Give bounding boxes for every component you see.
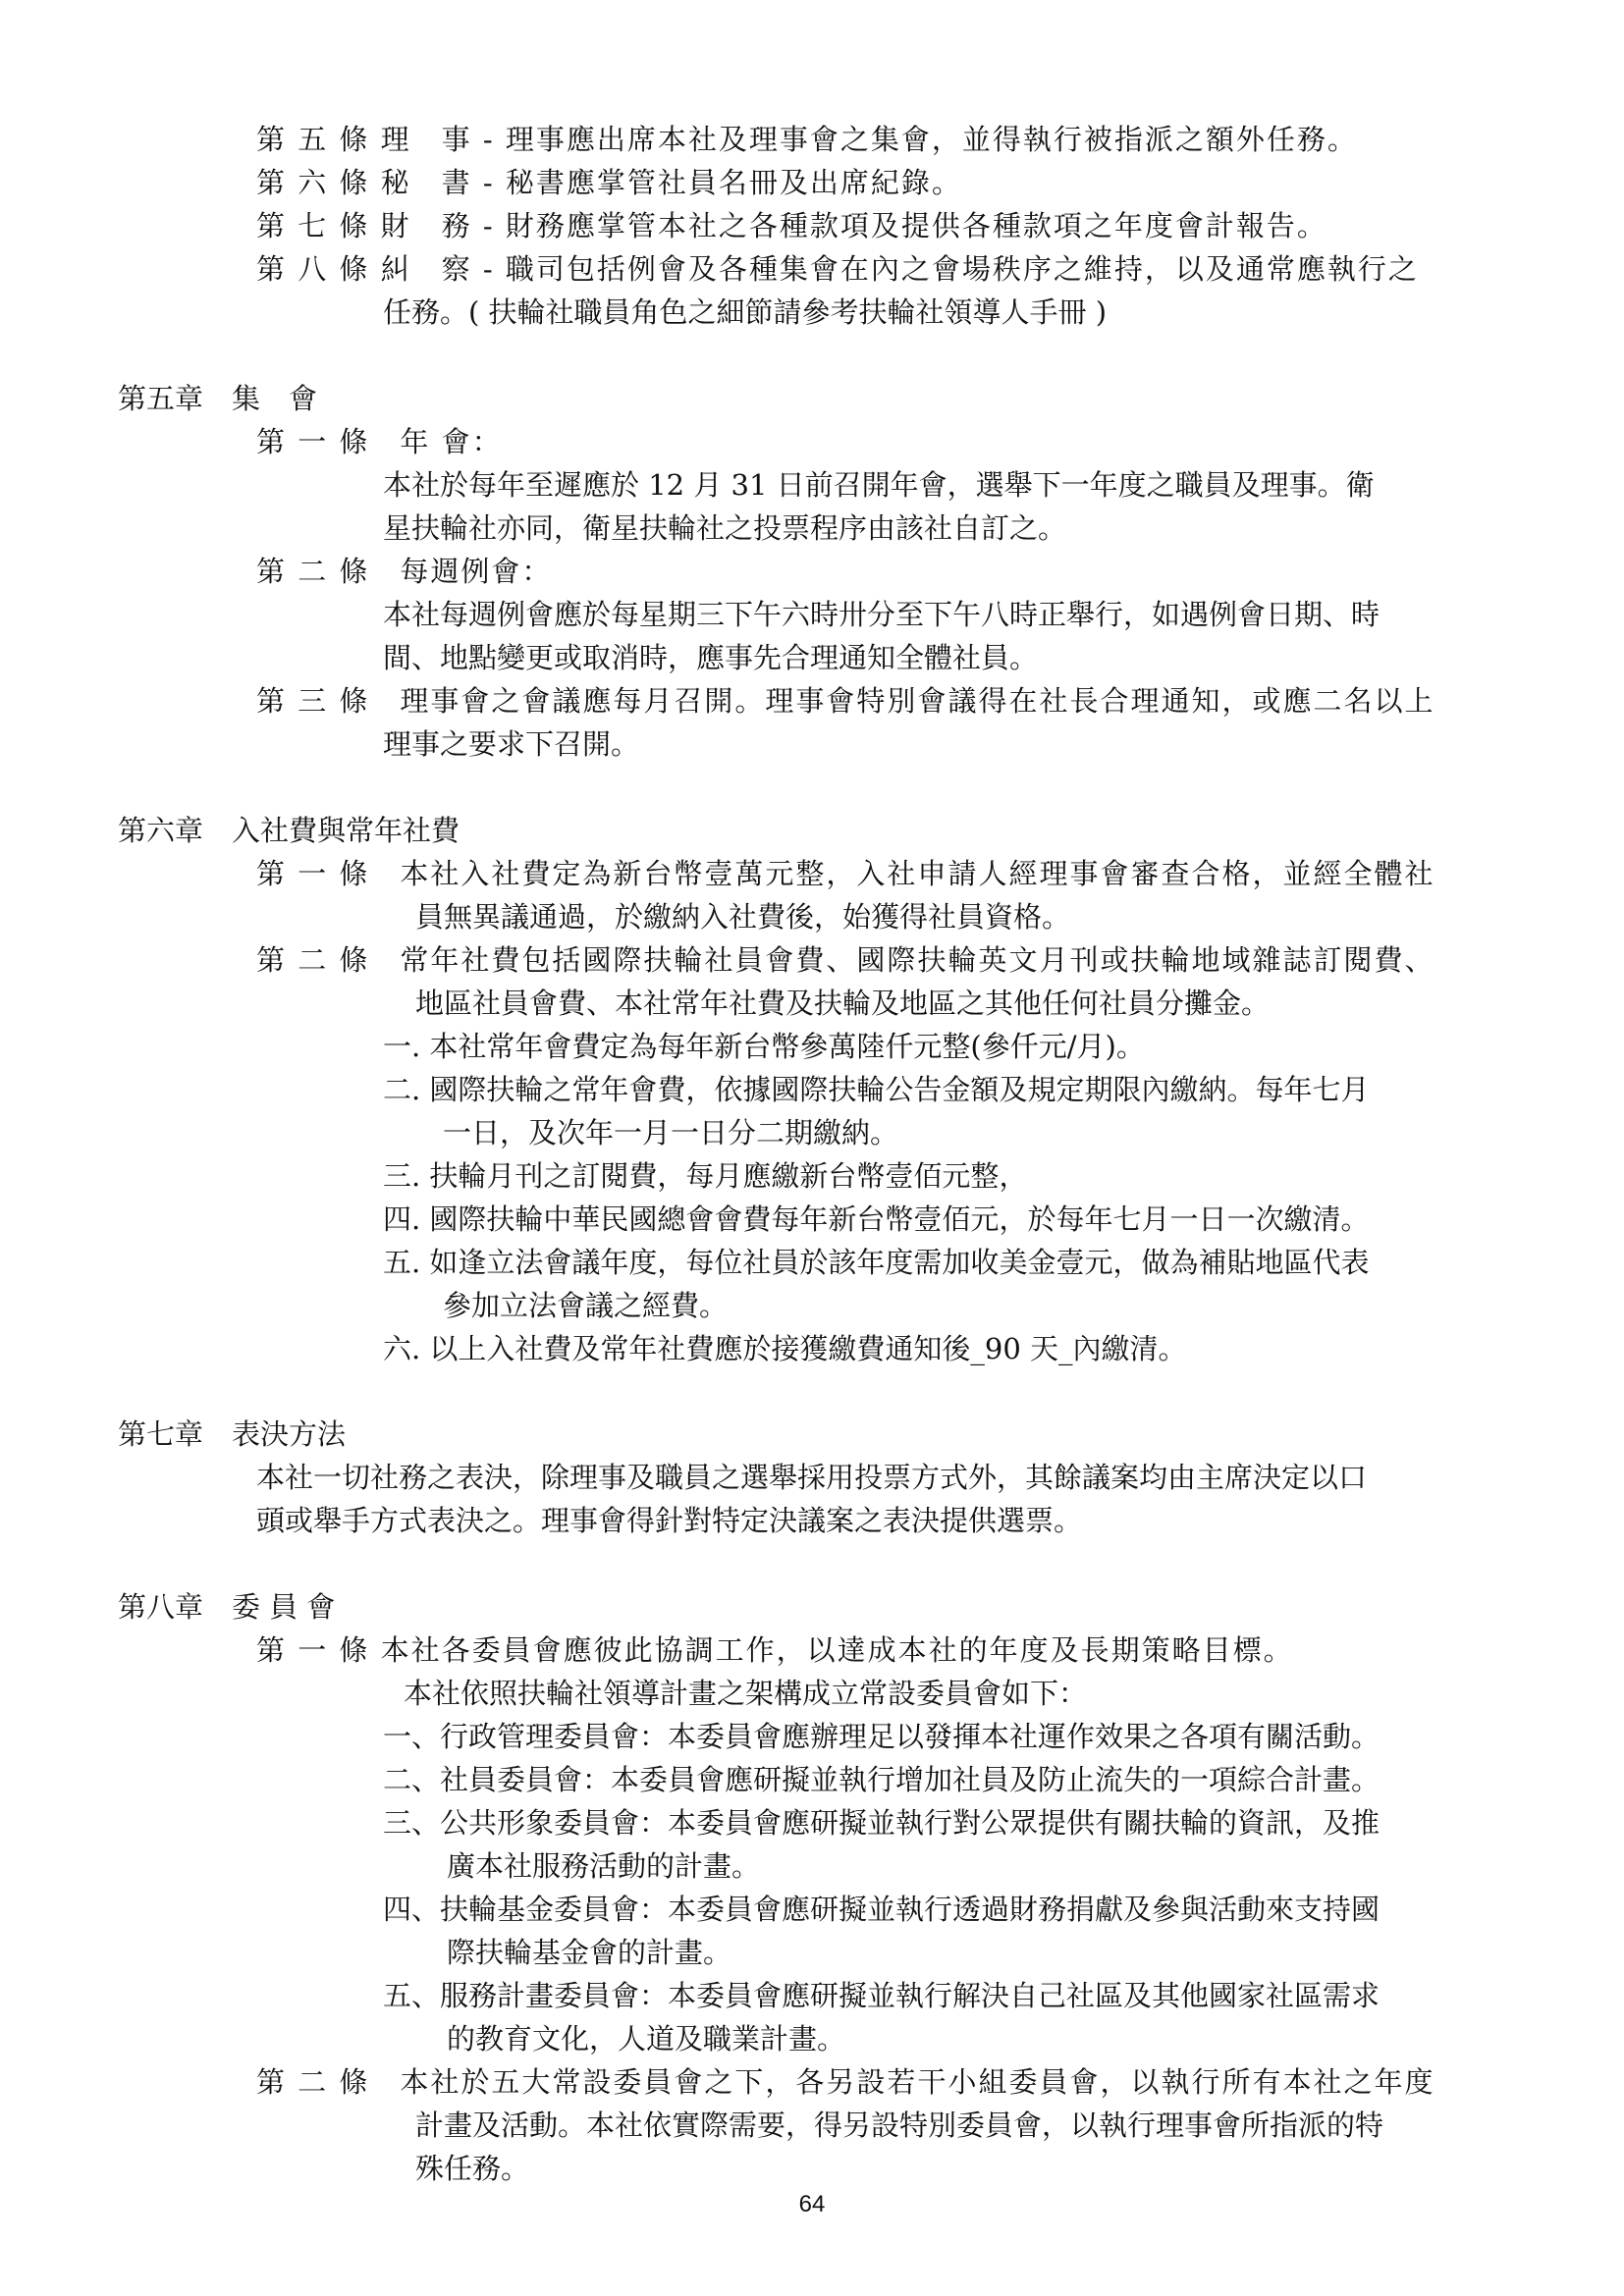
ch6-article-2-text: 地區社員會費、本社常年社費及扶輪及地區之其他任何社員分攤金。	[415, 987, 1271, 1020]
ch8-article-2-text: 殊任務。	[415, 2152, 530, 2185]
chapter-5-heading: 第五章 集 會	[118, 382, 318, 415]
list-item: 六. 以上入社費及常年社費應於接獲繳費通知後_90 天_內繳清。	[383, 1332, 1187, 1365]
list-item-continuation: 廣本社服務活動的計畫。	[447, 1849, 761, 1883]
list-item-continuation: 際扶輪基金會的計畫。	[447, 1936, 732, 1969]
chapter-7-heading: 第七章 表決方法	[118, 1417, 347, 1451]
list-item: 三. 扶輪月刊之訂閱費，每月應繳新台幣壹佰元整，	[383, 1159, 1028, 1193]
ch8-article-1-line: 第 一 條 本社各委員會應彼此協調工作，以達成本社的年度及長期策略目標。	[256, 1633, 1294, 1667]
ch6-article-1-line: 第 一 條 本社入社費定為新台幣壹萬元整，入社申請人經理事會審查合格，並經全體社	[256, 857, 1435, 890]
list-item: 四. 國際扶輪中華民國總會會費每年新台幣壹佰元，於每年七月一日一次繳清。	[383, 1202, 1370, 1236]
list-item-continuation: 參加立法會議之經費。	[443, 1289, 729, 1322]
ch5-article-2-heading: 第 二 條 每週例會：	[256, 555, 553, 588]
ch6-article-2-line: 第 二 條 常年社費包括國際扶輪社員會費、國際扶輪英文月刊或扶輪地域雜誌訂閱費、	[256, 943, 1435, 977]
chapter-6-heading: 第六章 入社費與常年社費	[118, 814, 460, 847]
list-item-continuation: 一日，及次年一月一日分二期繳納。	[443, 1116, 899, 1149]
article-8-continuation: 任務。( 扶輪社職員角色之細節請參考扶輪社領導人手冊 )	[383, 295, 1108, 329]
ch7-text: 頭或舉手方式表決之。理事會得針對特定決議案之表決提供選票。	[256, 1504, 1083, 1537]
article-8-line: 第 八 條 糾 察 - 職司包括例會及各種集會在內之會場秩序之維持，以及通常應執行之	[256, 252, 1419, 286]
ch5-article-1-heading: 第 一 條 年 會：	[256, 425, 503, 458]
list-item-continuation: 的教育文化，人道及職業計畫。	[447, 2022, 846, 2056]
list-item: 三、公共形象委員會：本委員會應研擬並執行對公眾提供有關扶輪的資訊，及推	[383, 1806, 1380, 1840]
list-item: 一、行政管理委員會：本委員會應辦理足以發揮本社運作效果之各項有關活動。	[383, 1720, 1380, 1753]
list-item: 一. 本社常年會費定為每年新台幣參萬陸仟元整(參仟元/月)。	[383, 1030, 1145, 1063]
ch5-article-3-line: 第 三 條 理事會之會議應每月召開。理事會特別會議得在社長合理通知，或應二名以上	[256, 684, 1435, 718]
ch5-article-2-text: 本社每週例會應於每星期三下午六時卅分至下午八時正舉行，如遇例會日期、時	[383, 598, 1380, 631]
article-7-line: 第 七 條 財 務 - 財務應掌管本社之各種款項及提供各種款項之年度會計報告。	[256, 209, 1327, 242]
ch8-article-1-text: 本社依照扶輪社領導計畫之架構成立常設委員會如下：	[404, 1677, 1088, 1710]
ch5-article-3-text: 理事之要求下召開。	[383, 727, 640, 761]
article-6-line: 第 六 條 秘 書 - 秘書應掌管社員名冊及出席紀錄。	[256, 166, 962, 199]
chapter-8-heading: 第八章 委 員 會	[118, 1590, 336, 1624]
ch5-article-1-text: 本社於每年至遲應於 12 月 31 日前召開年會，選舉下一年度之職員及理事。衛	[383, 468, 1375, 502]
ch6-article-1-text: 員無異議通過，於繳納入社費後，始獲得社員資格。	[415, 900, 1071, 934]
ch8-article-2-text: 計畫及活動。本社依實際需要，得另設特別委員會，以執行理事會所指派的特	[415, 2109, 1384, 2142]
ch8-article-2-line: 第 二 條 本社於五大常設委員會之下，各另設若干小組委員會，以執行所有本社之年度	[256, 2065, 1435, 2099]
list-item: 五、服務計畫委員會：本委員會應研擬並執行解決自己社區及其他國家社區需求	[383, 1979, 1380, 2012]
list-item: 五. 如逢立法會議年度，每位社員於該年度需加收美金壹元，做為補貼地區代表	[383, 1246, 1370, 1279]
list-item: 二、社員委員會：本委員會應研擬並執行增加社員及防止流失的一項綜合計畫。	[383, 1763, 1380, 1796]
list-item: 二. 國際扶輪之常年會費，依據國際扶輪公告金額及規定期限內繳納。每年七月	[383, 1073, 1370, 1106]
page-number: 64	[798, 2191, 826, 2217]
ch7-text: 本社一切社務之表決，除理事及職員之選舉採用投票方式外，其餘議案均由主席決定以口	[256, 1461, 1368, 1494]
ch5-article-2-text: 間、地點變更或取消時，應事先合理通知全體社員。	[383, 641, 1039, 674]
list-item: 四、扶輪基金委員會：本委員會應研擬並執行透過財務捐獻及參與活動來支持國	[383, 1893, 1380, 1926]
article-5-line: 第 五 條 理 事 - 理事應出席本社及理事會之集會，並得執行被指派之額外任務。	[256, 123, 1358, 156]
ch5-article-1-text: 星扶輪社亦同，衛星扶輪社之投票程序由該社自訂之。	[383, 511, 1067, 545]
